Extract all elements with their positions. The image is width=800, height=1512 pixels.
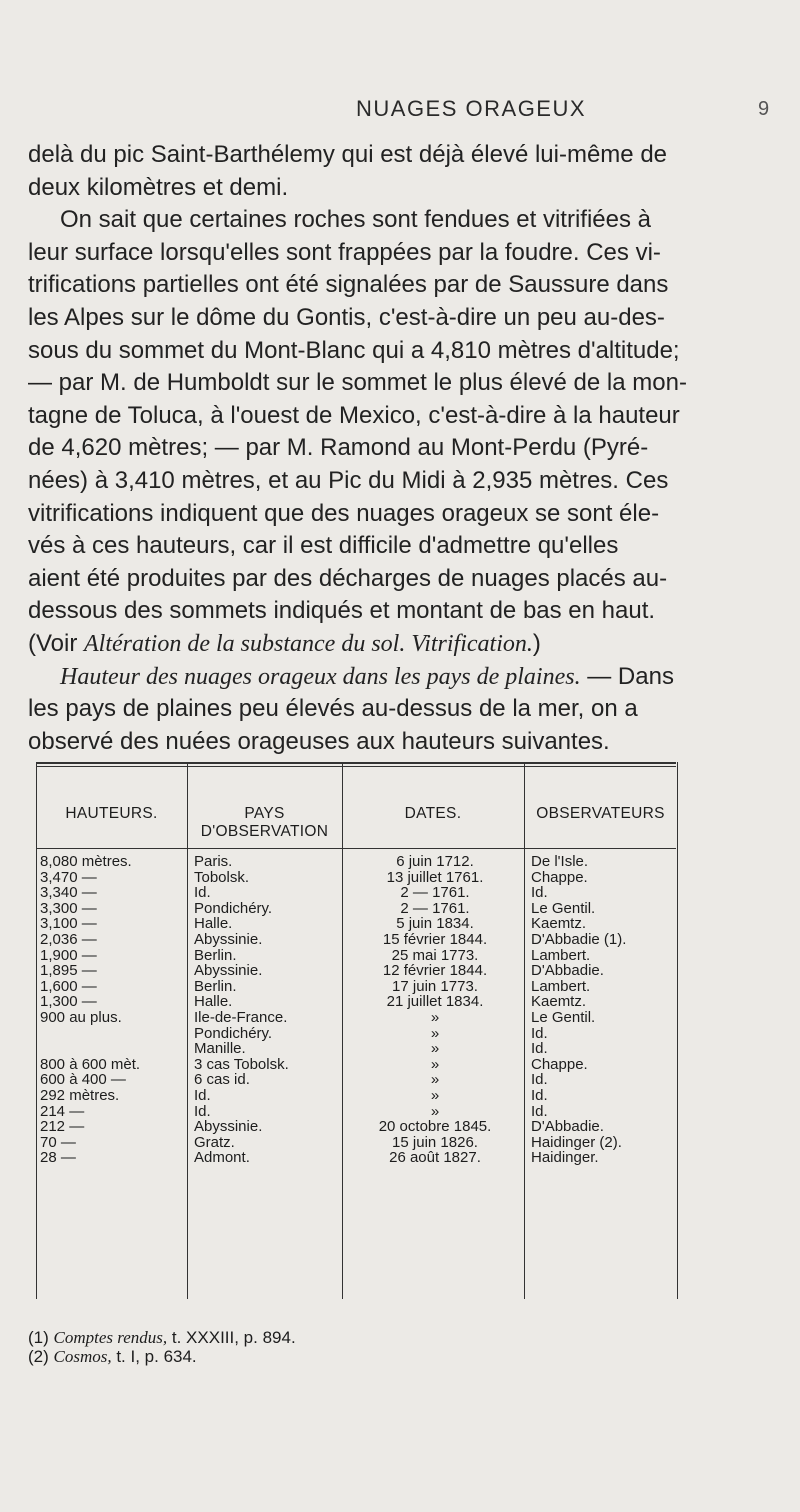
cell-pays: 3 cas Tobolsk. <box>194 1055 289 1073</box>
text-line: nées) à 3,410 mètres, et au Pic du Midi à 2,935 mètres. Ces <box>28 466 669 494</box>
cell-date: 12 février 1844. <box>382 962 488 980</box>
cell-hauteur: 900 au plus. <box>40 1008 122 1026</box>
footnote <box>28 1328 296 1347</box>
page-title: NUAGES ORAGEUX <box>356 96 587 121</box>
cell-observateur: Id. <box>531 1040 548 1058</box>
cell-observateur: Lambert. <box>531 946 591 964</box>
table-row <box>32 979 678 995</box>
table-row <box>32 916 678 932</box>
table-row <box>32 1150 678 1166</box>
cell-date: 6 juin 1712. <box>396 853 474 870</box>
cell-date: 17 juin 1773. <box>392 977 478 995</box>
cell-pays: Abyssinie. <box>194 962 263 980</box>
cell-pays: Id. <box>194 1086 211 1104</box>
cell-observateur: Id. <box>531 1024 548 1042</box>
text-line: — par M. de Humboldt sur le sommet le plus élevé de la mon- <box>28 369 687 397</box>
table-row <box>32 1104 678 1120</box>
cell-pays: Pondichéry. <box>194 1024 273 1042</box>
cell-pays: Id. <box>194 1102 211 1120</box>
table-row <box>32 885 678 901</box>
cell-observateur: Le Gentil. <box>531 1008 596 1026</box>
text-line: aient été produites par des décharges de nuages placés au- <box>28 564 668 592</box>
footnote-source: Comptes rendus, <box>53 1328 168 1347</box>
cell-hauteur: 1,300 — <box>40 993 97 1011</box>
table-body <box>32 854 678 1166</box>
footnote-citation: t. I, p. 634. <box>111 1347 197 1366</box>
cell-hauteur: 214 — <box>40 1102 85 1120</box>
cell-pays: Gratz. <box>194 1133 235 1151</box>
cell-observateur: Id. <box>531 1102 548 1120</box>
cell-pays: Berlin. <box>194 946 237 964</box>
cell-pays: Ile-de-France. <box>194 1008 288 1026</box>
cell-pays: Halle. <box>194 915 233 933</box>
table-row <box>32 1010 678 1026</box>
cell-hauteur: 3,100 — <box>40 915 97 933</box>
footnote-source: Cosmos, <box>53 1347 112 1366</box>
footnote-number: (1) <box>28 1328 54 1347</box>
header-dates: DATES. <box>404 805 462 822</box>
cell-observateur: D'Abbadie. <box>531 962 604 980</box>
text-line: dessous des sommets indiqués et montant de bas en haut. <box>28 597 656 625</box>
header-hauteurs: HAUTEURS. <box>65 805 158 822</box>
cell-observateur: D'Abbadie (1). <box>531 930 627 948</box>
cell-date: » <box>430 1040 440 1058</box>
table-row <box>32 854 678 870</box>
section-rest: — Dans <box>580 662 674 690</box>
table-row <box>32 1057 678 1073</box>
cell-date: 5 juin 1834. <box>396 915 474 933</box>
cell-hauteur: 28 — <box>40 1149 76 1167</box>
cell-pays: Berlin. <box>194 977 237 995</box>
text-line: de 4,620 mètres; — par M. Ramond au Mont-Perdu (Pyré- <box>28 434 649 462</box>
cell-date: 21 juillet 1834. <box>386 993 484 1011</box>
cell-pays: Paris. <box>194 853 233 870</box>
cell-pays: Id. <box>194 884 211 902</box>
cell-observateur: Haidinger (2). <box>531 1133 622 1151</box>
table-row <box>32 932 678 948</box>
cell-hauteur: 1,900 — <box>40 946 97 964</box>
cell-date: 15 juin 1826. <box>392 1133 478 1151</box>
voir-prefix: (Voir <box>28 629 85 657</box>
footnote <box>28 1347 296 1366</box>
voir-suffix: ) <box>532 629 541 657</box>
footnotes <box>28 1328 296 1366</box>
cell-date: » <box>430 1008 440 1026</box>
cell-observateur: D'Abbadie. <box>531 1118 604 1136</box>
table-row <box>32 870 678 886</box>
table-row <box>32 1088 678 1104</box>
cell-hauteur: 292 mètres. <box>40 1086 120 1104</box>
text-line: vés à ces hauteurs, car il est difficile d'admettre qu'elles <box>28 532 619 560</box>
text-line: leur surface lorsqu'elles sont frappées par la foudre. Ces vi- <box>28 238 661 266</box>
cell-pays: Pondichéry. <box>194 899 273 917</box>
cell-date: » <box>430 1102 440 1120</box>
cell-date: 2 — 1761. <box>400 899 470 917</box>
footnote-number: (2) <box>28 1347 54 1366</box>
cell-observateur: Kaemtz. <box>531 915 587 933</box>
cell-pays: Admont. <box>194 1149 250 1167</box>
section-heading: Hauteur des nuages orageux dans les pays de plaines. <box>60 663 581 690</box>
cell-hauteur: 800 à 600 mèt. <box>40 1055 141 1073</box>
footnote-citation: t. XXXIII, p. 894. <box>167 1328 296 1347</box>
cell-pays: Halle. <box>194 993 233 1011</box>
cell-hauteur: 1,895 — <box>40 962 97 980</box>
observations-table <box>32 762 678 1512</box>
cell-date: » <box>430 1086 440 1104</box>
text-line: deux kilomètres et demi. <box>28 173 289 201</box>
page-number: 9 <box>758 98 770 120</box>
cell-date: » <box>430 1055 440 1073</box>
cell-pays: Abyssinie. <box>194 1118 263 1136</box>
cell-observateur: De l'Isle. <box>531 853 589 870</box>
text-line: sous du sommet du Mont-Blanc qui a 4,810 mètres d'altitude; <box>28 336 680 364</box>
cell-observateur: Chappe. <box>531 868 588 886</box>
cell-observateur: Id. <box>531 884 548 902</box>
cell-observateur: Kaemtz. <box>531 993 587 1011</box>
voir-line <box>28 628 770 661</box>
cell-date: 25 mai 1773. <box>391 946 479 964</box>
table-row <box>32 1072 678 1088</box>
cell-date: 26 août 1827. <box>389 1149 481 1167</box>
table-top-rule-inner <box>36 766 676 767</box>
header-observateurs: OBSERVATEURS <box>536 805 665 822</box>
cell-hauteur: 600 à 400 — <box>40 1071 126 1089</box>
cell-date: 2 — 1761. <box>400 884 470 902</box>
body-text <box>28 139 770 758</box>
table-row <box>32 1135 678 1151</box>
cell-observateur: Id. <box>531 1071 548 1089</box>
text-line: On sait que certaines roches sont fendues et vitrifiées à <box>60 206 651 234</box>
text-line: les Alpes sur le dôme du Gontis, c'est-à-dire un peu au-des- <box>28 303 665 331</box>
table-row <box>32 963 678 979</box>
cell-date: 20 octobre 1845. <box>378 1118 492 1136</box>
cell-hauteur: 3,470 — <box>40 868 97 886</box>
cell-date: 13 juillet 1761. <box>386 868 484 886</box>
cell-hauteur: 3,300 — <box>40 899 97 917</box>
cell-hauteur: 1,600 — <box>40 977 97 995</box>
text-line: tagne de Toluca, à l'ouest de Mexico, c'est-à-dire à la hauteur <box>28 401 680 429</box>
table-row <box>32 994 678 1010</box>
text-line: observé des nuées orageuses aux hauteurs suivantes. <box>28 727 610 755</box>
header-rule <box>36 848 676 849</box>
text-line: trifications partielles ont été signalées par de Saussure dans <box>28 271 669 299</box>
cell-observateur: Lambert. <box>531 977 591 995</box>
cell-pays: Abyssinie. <box>194 930 263 948</box>
table-row <box>32 948 678 964</box>
cell-observateur: Chappe. <box>531 1055 588 1073</box>
running-header <box>0 96 800 132</box>
cell-observateur: Haidinger. <box>531 1149 599 1167</box>
cell-observateur: Le Gentil. <box>531 899 596 917</box>
section-heading-line <box>28 661 770 694</box>
cell-date: 15 février 1844. <box>382 930 488 948</box>
cell-observateur: Id. <box>531 1086 548 1104</box>
text-line: vitrifications indiquent que des nuages orageux se sont éle- <box>28 499 660 527</box>
cell-hauteur: 2,036 — <box>40 930 97 948</box>
voir-reference: Altération de la substance du sol. Vitrification. <box>84 630 533 657</box>
text-line: delà du pic Saint-Barthélemy qui est déjà élevé lui-même de <box>28 141 668 168</box>
table-row <box>32 1119 678 1135</box>
table-top-rule <box>36 762 676 764</box>
cell-date: » <box>430 1071 440 1089</box>
table-row <box>32 1041 678 1057</box>
cell-pays: Manille. <box>194 1040 246 1058</box>
cell-hauteur: 3,340 — <box>40 884 97 902</box>
cell-hauteur: 212 — <box>40 1118 85 1136</box>
cell-date: » <box>430 1024 440 1042</box>
header-pays: PAYS D'OBSERVATION <box>200 805 329 840</box>
table-row <box>32 901 678 917</box>
table-row <box>32 1026 678 1042</box>
cell-pays: Tobolsk. <box>194 868 250 886</box>
cell-hauteur: 70 — <box>40 1133 76 1151</box>
text-line: les pays de plaines peu élevés au-dessus de la mer, on a <box>28 695 638 723</box>
cell-pays: 6 cas id. <box>194 1071 250 1089</box>
cell-hauteur: 8,080 mètres. <box>40 853 132 870</box>
